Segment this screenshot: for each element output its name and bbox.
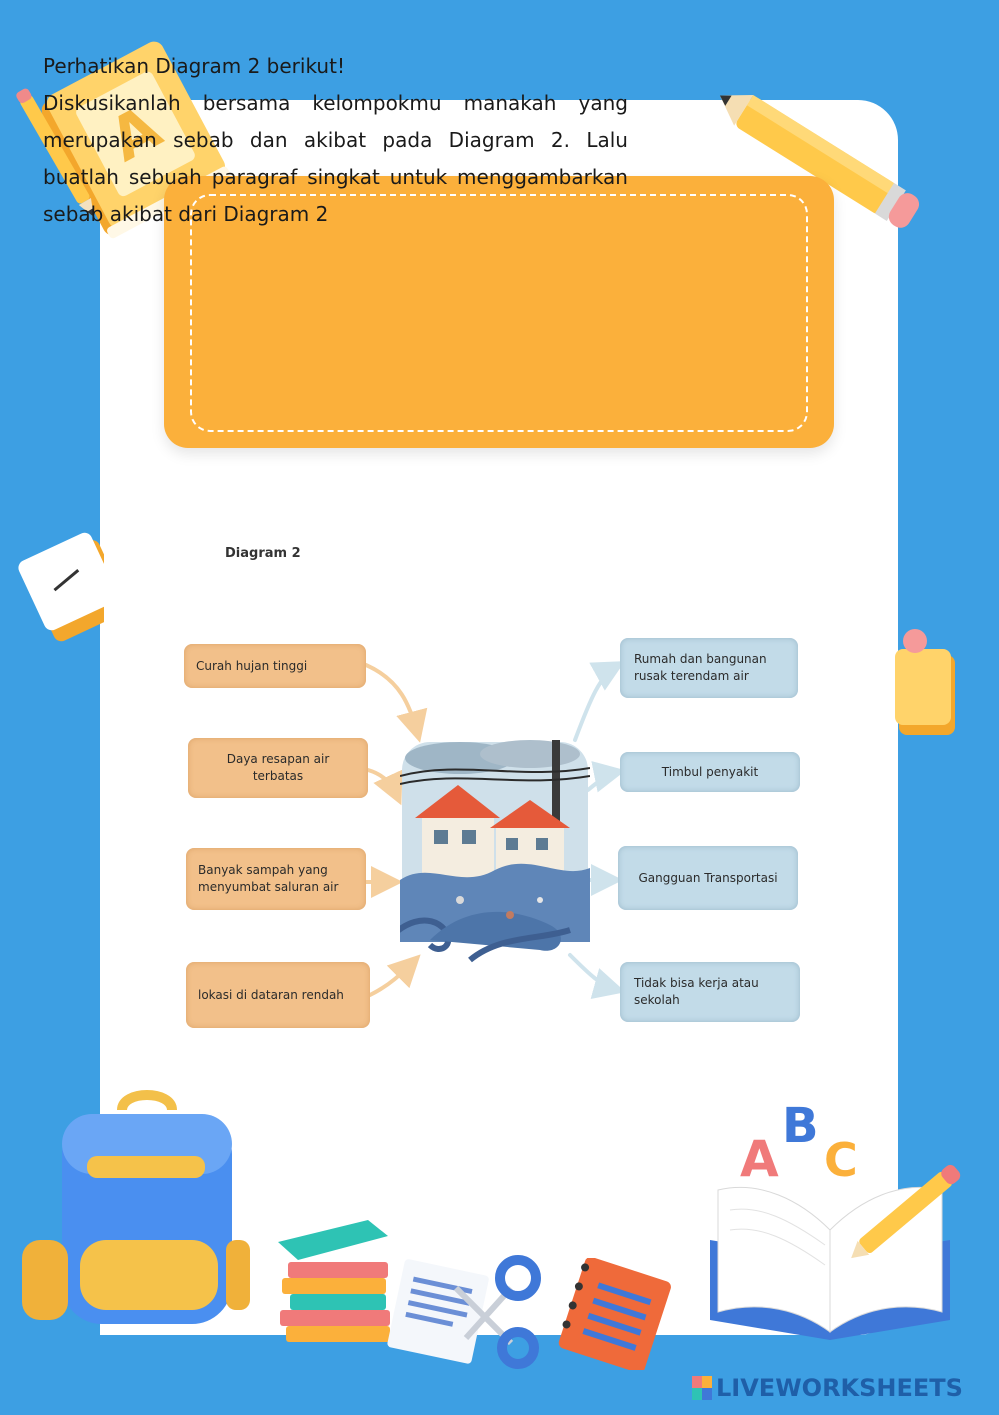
liveworksheets-icon: [692, 1376, 712, 1400]
instruction-body: Diskusikanlah bersama kelompokmu manakah yang merupakan sebab dan akibat pada Diagram 2. Lalu buatlah sebuah paragraf singkat untuk menggambarkan sebab akibat dari Diagram 2: [43, 91, 628, 226]
book-stack-icon: [268, 1212, 403, 1344]
cause-label-1: Curah hujan tinggi: [196, 658, 308, 673]
arrow-cause-1: [366, 665, 418, 735]
instruction-heading: Perhatikan Diagram 2 berikut!: [43, 54, 345, 78]
svg-text:A: A: [98, 92, 173, 176]
effect-box-2: [620, 752, 800, 792]
cause-box-1: [184, 644, 366, 688]
arrow-cause-2: [368, 770, 398, 798]
cause-label-4: lokasi di dataran rendah: [198, 987, 344, 1002]
arrow-effect-1: [575, 665, 618, 740]
effect-box-4: [620, 962, 800, 1022]
diagram-title: Diagram 2: [225, 546, 301, 561]
scissors-icon: [386, 1248, 556, 1370]
arrow-effect-2: [588, 772, 618, 790]
liveworksheets-logo: [692, 1374, 963, 1402]
cause-box-4: [186, 962, 370, 1028]
effect-label-2: Timbul penyakit: [661, 764, 759, 779]
svg-text:B: B: [782, 1098, 819, 1154]
effect-box-1: [620, 638, 798, 698]
cause-box-3: [186, 848, 366, 910]
svg-text:A: A: [740, 1130, 779, 1184]
effect-box-3: [618, 846, 798, 910]
brand-name: LIVEWORKSHEETS: [716, 1374, 963, 1402]
effect-label-4: Tidak bisa kerja atau sekolah: [634, 976, 759, 1007]
effect-label-3: Gangguan Transportasi: [638, 870, 778, 885]
cause-label-2: Daya resapan air terbatas: [226, 752, 330, 783]
svg-text:C: C: [824, 1133, 858, 1184]
notebook-icon: [550, 1258, 675, 1370]
cause-box-2: [188, 738, 368, 798]
cause-label-3: Banyak sampah yang menyumbat saluran air: [198, 863, 339, 894]
effect-label-1: Rumah dan bangunan rusak terendam air: [634, 652, 767, 683]
open-book-icon: [700, 1150, 970, 1350]
flood-illustration: [400, 740, 590, 970]
backpack-icon: [22, 1090, 252, 1340]
